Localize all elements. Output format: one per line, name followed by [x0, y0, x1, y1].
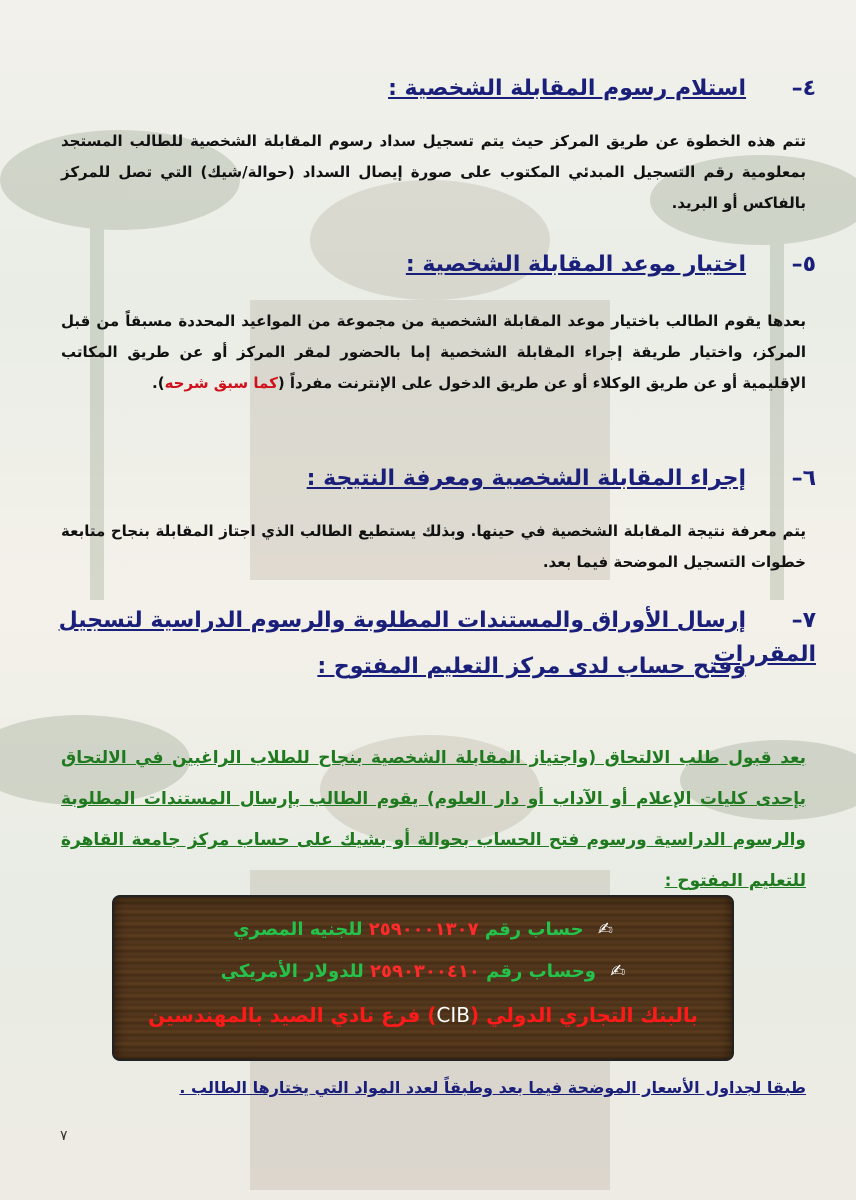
section-6-number: ٦– — [791, 466, 816, 491]
page-number: ٧ — [60, 1128, 68, 1144]
section-5-highlight: كما سبق شرحه — [164, 374, 278, 392]
section-4-heading — [36, 72, 816, 106]
section-4-body: تتم هذه الخطوة عن طريق المركز حيث يتم تسجيل سداد رسوم المقابلة الشخصية للطالب المستجد بمعلومية رقم التسجيل المبدئي المكتوب على صورة إيصال السداد (حوالة/شيك) التي تصل للمركز بالفاكس أو البريد. — [61, 132, 806, 212]
section-6-heading — [36, 462, 816, 496]
egp-account-label: حساب رقم — [484, 919, 584, 940]
bank-name-part2: ) فرع نادي الصيد بالمهندسين — [148, 1003, 437, 1027]
section-6-title: إجراء المقابلة الشخصية ومعرفة النتيجة : — [306, 466, 746, 491]
section-5-heading — [36, 248, 816, 282]
usd-account-number: ٢٥٩٠٣٠٠٤١٠ — [369, 961, 480, 982]
usd-account-line — [114, 961, 732, 982]
footer-note: طبقا لجداول الأسعار الموضحة فيما بعد وطبقاً لعدد المواد التي يختارها الطالب . — [179, 1078, 806, 1097]
egp-account-line — [114, 919, 732, 940]
section-7-heading-line2 — [36, 650, 816, 684]
egp-account-number: ٢٥٩٠٠٠١٣٠٧ — [368, 919, 479, 940]
section-6-body: يتم معرفة نتيجة المقابلة الشخصية في حينها. وبذلك يستطيع الطالب الذي اجتاز المقابلة بنجاح متابعة خطوات التسجيل الموضحة فيما بعد. — [61, 522, 806, 571]
section-5-body-text: بعدها يقوم الطالب باختيار موعد المقابلة الشخصية من مجموعة من المواعيد المحددة مسبقاً من قبل المركز، واختيار طريقة إجراء المقابلة الشخصية إما بالحضور لمقر المركز أو عن طريق المكاتب الإقليمية أو عن طريق الوكلاء أو عن طريق الدخول على الإنترنت مفرداً ( — [61, 312, 806, 392]
bank-name-line — [114, 1003, 732, 1027]
usd-currency-label: للدولار الأمريكي — [220, 961, 364, 982]
egp-currency-label: للجنيه المصري — [233, 919, 363, 940]
payment-instructions: بعد قبول طلب الالتحاق (واجتياز المقابلة الشخصية بنجاح للطلاب الراغبين في الالتحاق بإحدى كليات الإعلام أو الآداب أو دار العلوم) يقوم الطالب بإرسال المستندات المطلوبة والرسوم الدراسية ورسوم فتح الحساب بحوالة أو بشيك على حساب مركز جامعة القاهرة للتعليم المفتوح : — [61, 748, 806, 891]
section-5-body — [61, 306, 806, 399]
section-5-body-end: ). — [152, 374, 165, 392]
section-7-title-line2: وفتح حساب لدى مركز التعليم المفتوح : — [317, 654, 746, 679]
bank-name-part1: بالبنك التجاري الدولي ( — [469, 1003, 698, 1027]
section-5-title: اختيار موعد المقابلة الشخصية : — [405, 252, 746, 277]
section-5-number: ٥– — [791, 252, 816, 277]
bank-code: CIB — [436, 1003, 470, 1027]
bank-accounts-box — [112, 895, 734, 1061]
writing-hand-icon: ✍ — [610, 961, 626, 982]
usd-account-label: وحساب رقم — [486, 961, 596, 982]
writing-hand-icon: ✍ — [597, 919, 613, 940]
section-7-number: ٧– — [791, 608, 816, 633]
section-4-number: ٤– — [791, 76, 816, 101]
section-7-title-line1: إرسال الأوراق والمستندات المطلوبة والرسوم الدراسية لتسجيل المقررات — [58, 608, 816, 667]
section-4-title: استلام رسوم المقابلة الشخصية : — [388, 76, 746, 101]
